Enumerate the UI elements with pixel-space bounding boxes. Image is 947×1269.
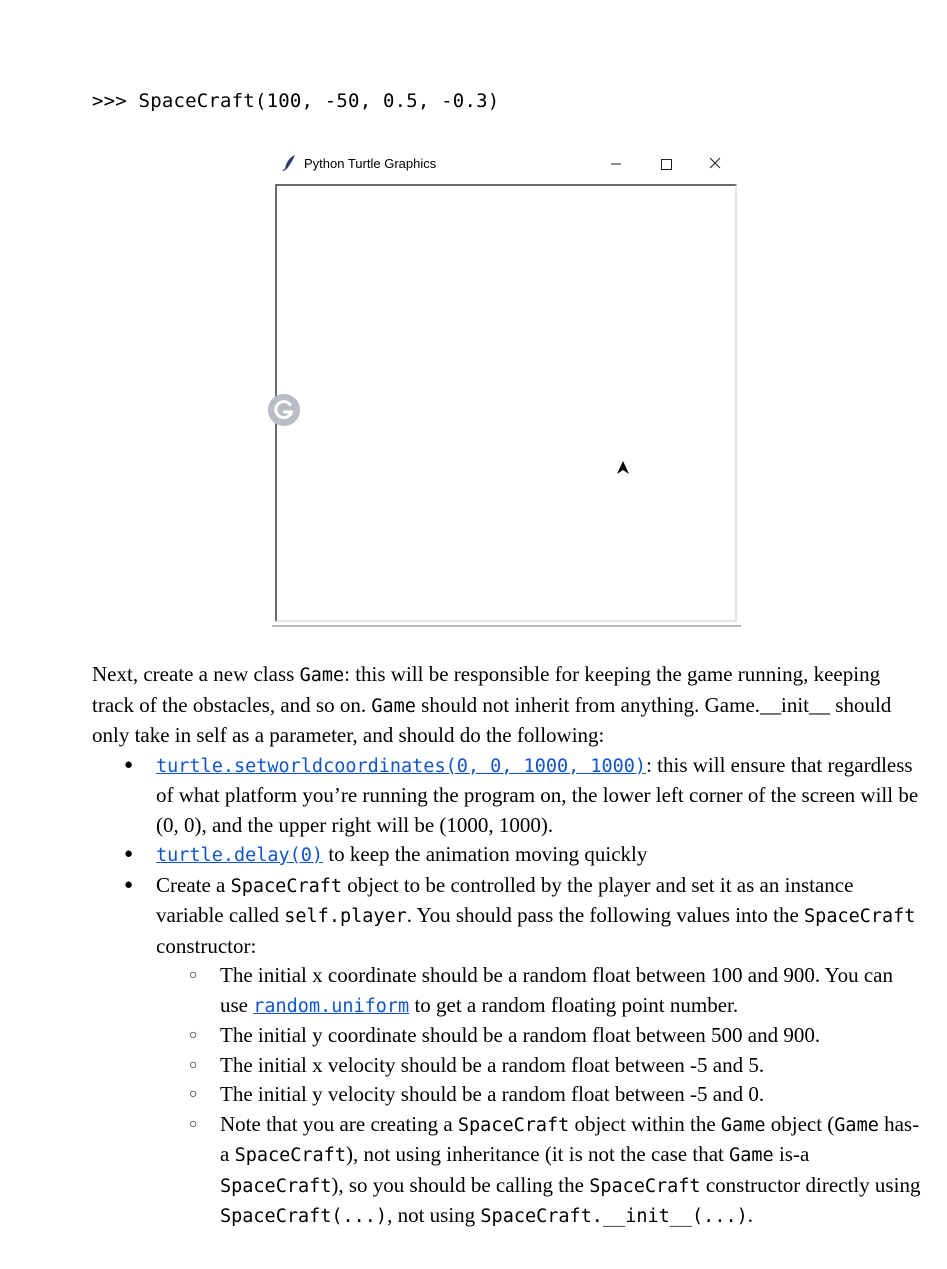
turtle-graphics-window (272, 148, 741, 628)
maximize-icon (654, 153, 678, 175)
grammarly-badge-icon[interactable] (267, 393, 301, 427)
random-uniform-link[interactable]: random.uniform (253, 995, 410, 1017)
inline-code: SpaceCraft (230, 875, 343, 897)
inline-code: self.player (284, 906, 407, 927)
sub-list-item: ○ The initial y velocity should be a random float between -5 and 0. (156, 1080, 922, 1110)
inline-code: Game (371, 695, 416, 717)
window-bottom-edge (272, 625, 741, 627)
turtle-delay-link[interactable]: turtle.delay(0) (156, 845, 324, 866)
sub-list-item: ○ The initial x velocity should be a random float between -5 and 5. (156, 1051, 922, 1081)
turtle-canvas[interactable] (275, 184, 737, 622)
turtle-cursor-icon (616, 460, 630, 475)
minimize-button[interactable] (604, 153, 628, 175)
document-body (92, 660, 922, 1232)
feather-icon (282, 154, 298, 172)
sub-list-item: ○ The initial y coordinate should be a random float between 500 and 900. (156, 1021, 922, 1051)
close-icon (703, 153, 727, 175)
intro-paragraph: Next, create a new class Game: this will be responsible for keeping the game running, keeping track of the obstacles, and so on. Game should not inherit from anything. Game.__init__ should only take in self as a parameter, and should do the following: (92, 662, 892, 747)
inline-code: Game (299, 665, 345, 686)
close-button[interactable] (703, 153, 727, 175)
list-item: ● Create a SpaceCraft object to be controlled by the player and set it as an instance variable called self.player. You should pass the following values into the SpaceCraft constructor: ○ The initial x coordinate should be a random float between 100 and 900. You can use random.uniform to get a random floating point number. ○ The initial y coordinate should be a random float between 500 and 900. ○ The initial x velocity should be a random float between -5 and 5. ○ The initial y velocity should be a random float between -5 and 0. ○ Note that you are creating a SpaceCraft object within the Game object (Game has-a SpaceCraft), not using inheritance (it is not the case that Game is-a SpaceCraft), so you should be calling the SpaceCraft constructor directly using SpaceCraft(...), not using SpaceCraft.__init__(...). (92, 871, 922, 1232)
list-item: ● turtle.delay(0) to keep the animation moving quickly (92, 840, 922, 871)
window-title: Python Turtle Graphics (304, 156, 437, 171)
list-item: ● turtle.setworldcoordinates(0, 0, 1000, 1000): this will ensure that regardless of what platform you’re running the program on, the lower left corner of the screen will be (0, 0), and the upper right will be (1000, 1000). (92, 751, 922, 841)
minimize-icon (604, 153, 628, 175)
window-titlebar[interactable] (272, 148, 741, 181)
maximize-button[interactable] (654, 153, 678, 175)
sub-list (156, 961, 922, 1232)
setworldcoordinates-link[interactable]: turtle.setworldcoordinates(0, 0, 1000, 1000) (156, 755, 647, 777)
instruction-list (92, 751, 922, 1232)
sub-list-item: ○ Note that you are creating a SpaceCraft object within the Game object (Game has-a SpaceCraft), not using inheritance (it is not the case that Game is-a SpaceCraft), so you should be calling the SpaceCraft constructor directly using SpaceCraft(...), not using SpaceCraft.__init__(...). (156, 1110, 922, 1232)
sub-list-item: ○ The initial x coordinate should be a random float between 100 and 900. You can use random.uniform to get a random floating point number. (156, 961, 922, 1021)
repl-code-line: >>> SpaceCraft(100, -50, 0.5, -0.3) (92, 90, 500, 112)
inline-code: SpaceCraft (804, 906, 916, 927)
